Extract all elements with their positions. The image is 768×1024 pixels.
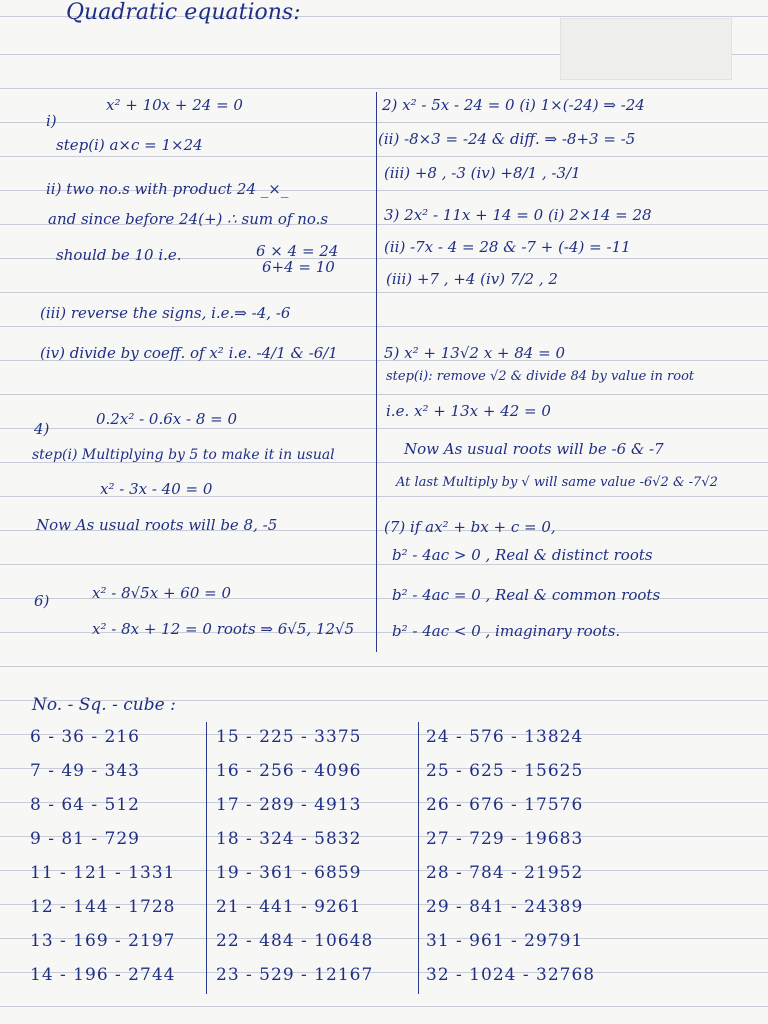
table-cell: 26 - 676 - 17576 <box>426 795 584 815</box>
q3-line-1: 3) 2x² - 11x + 14 = 0 (i) 2×14 = 28 <box>384 206 652 224</box>
table-cell: 24 - 576 - 13824 <box>426 727 584 747</box>
page-title: Quadratic equations: <box>66 0 301 25</box>
note-line-3: b² - 4ac = 0 , Real & common roots <box>392 586 661 604</box>
q1-equation: x² + 10x + 24 = 0 <box>106 96 243 114</box>
q6-equation-2: x² - 8x + 12 = 0 roots ⇒ 6√5, 12√5 <box>92 620 355 638</box>
q1-step-6: (iv) divide by coeff. of x² i.e. -4/1 & -6/1 <box>40 344 338 362</box>
table-cell: 28 - 784 - 21952 <box>426 863 584 883</box>
q5-equation: 5) x² + 13√2 x + 84 = 0 <box>384 344 565 362</box>
q5-step-4: At last Multiply by √ will same value -6√2 & -7√2 <box>396 475 718 490</box>
q1-sum-check: 6+4 = 10 <box>262 258 335 276</box>
q4-equation: 0.2x² - 0.6x - 8 = 0 <box>96 410 238 428</box>
q2-line-3: (iii) +8 , -3 (iv) +8/1 , -3/1 <box>384 164 581 182</box>
q4-roots: Now As usual roots will be 8, -5 <box>36 516 278 534</box>
q4-step-1: step(i) Multiplying by 5 to make it in usual <box>32 447 335 463</box>
note-line-4: b² - 4ac < 0 , imaginary roots. <box>392 622 621 640</box>
table-title: No. - Sq. - cube : <box>32 695 176 715</box>
q5-step-1: step(i): remove √2 & divide 84 by value in root <box>386 369 695 384</box>
table-cell: 29 - 841 - 24389 <box>426 897 584 917</box>
note-line-1: (7) if ax² + bx + c = 0, <box>384 518 556 536</box>
q2-line-2: (ii) -8×3 = -24 & diff. ⇒ -8+3 = -5 <box>378 130 636 148</box>
q4-number: 4) <box>34 420 50 438</box>
table-cell: 14 - 196 - 2744 <box>30 965 176 985</box>
q6-number: 6) <box>34 592 50 610</box>
table-cell: 9 - 81 - 729 <box>30 829 140 849</box>
q1-step-2: ii) two no.s with product 24 _×_ <box>46 180 289 198</box>
table-divider-1 <box>206 722 207 994</box>
q1-step-5: (iii) reverse the signs, i.e.⇒ -4, -6 <box>40 304 291 322</box>
q5-step-3: Now As usual roots will be -6 & -7 <box>404 440 664 458</box>
q1-step-4: should be 10 i.e. <box>56 246 182 264</box>
faded-stamp-box <box>560 18 732 80</box>
table-cell: 17 - 289 - 4913 <box>216 795 362 815</box>
q3-line-3: (iii) +7 , +4 (iv) 7/2 , 2 <box>386 270 558 288</box>
table-cell: 8 - 64 - 512 <box>30 795 140 815</box>
q5-step-2: i.e. x² + 13x + 42 = 0 <box>386 402 551 420</box>
table-cell: 11 - 121 - 1331 <box>30 863 176 883</box>
q3-line-2: (ii) -7x - 4 = 28 & -7 + (-4) = -11 <box>384 238 631 256</box>
table-cell: 6 - 36 - 216 <box>30 727 140 747</box>
table-cell: 12 - 144 - 1728 <box>30 897 176 917</box>
table-cell: 22 - 484 - 10648 <box>216 931 374 951</box>
table-cell: 32 - 1024 - 32768 <box>426 965 596 985</box>
q1-product-check: 6 × 4 = 24 <box>256 242 339 260</box>
table-cell: 18 - 324 - 5832 <box>216 829 362 849</box>
q1-step-3: and since before 24(+) ∴ sum of no.s <box>48 210 329 228</box>
table-cell: 25 - 625 - 15625 <box>426 761 584 781</box>
table-cell: 7 - 49 - 343 <box>30 761 140 781</box>
table-cell: 27 - 729 - 19683 <box>426 829 584 849</box>
q1-number: i) <box>46 112 57 130</box>
table-cell: 15 - 225 - 3375 <box>216 727 362 747</box>
table-cell: 31 - 961 - 29791 <box>426 931 584 951</box>
table-cell: 21 - 441 - 9261 <box>216 897 362 917</box>
note-line-2: b² - 4ac > 0 , Real & distinct roots <box>392 546 653 564</box>
table-cell: 19 - 361 - 6859 <box>216 863 362 883</box>
q2-line-1: 2) x² - 5x - 24 = 0 (i) 1×(-24) ⇒ -24 <box>382 96 645 114</box>
q4-equation-2: x² - 3x - 40 = 0 <box>100 480 213 498</box>
table-cell: 13 - 169 - 2197 <box>30 931 176 951</box>
table-cell: 23 - 529 - 12167 <box>216 965 374 985</box>
column-divider-upper <box>376 92 377 652</box>
q1-step-1: step(i) a×c = 1×24 <box>56 136 203 154</box>
q6-equation: x² - 8√5x + 60 = 0 <box>92 584 232 602</box>
table-divider-2 <box>418 722 419 994</box>
table-cell: 16 - 256 - 4096 <box>216 761 362 781</box>
